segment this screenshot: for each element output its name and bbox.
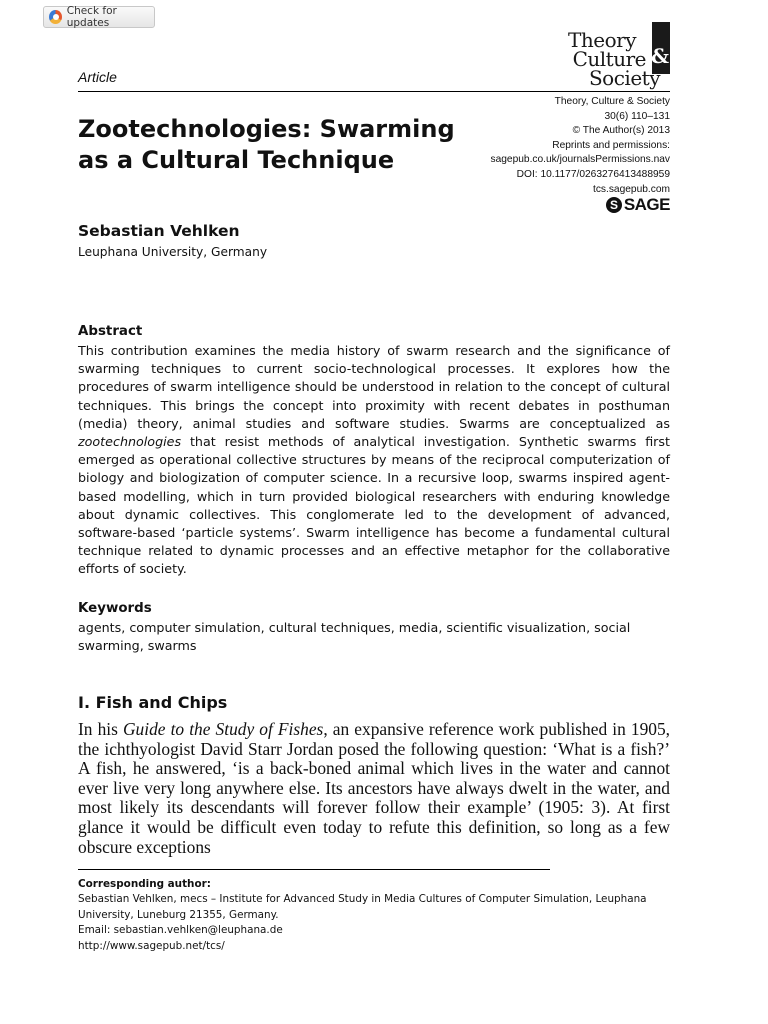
meta-website[interactable]: tcs.sagepub.com bbox=[592, 183, 670, 195]
abstract-heading: Abstract bbox=[78, 324, 143, 339]
meta-reprints: Reprints and permissions: bbox=[552, 139, 670, 151]
body-paragraph bbox=[78, 720, 670, 857]
journal-logo bbox=[560, 22, 670, 90]
header-rule bbox=[78, 91, 670, 92]
sage-wordmark: SAGE bbox=[623, 195, 670, 214]
article-title: Zootechnologies: Swarming as a Cultural Technique bbox=[78, 115, 455, 174]
body-part-2: , an expansive reference work published in 1905, the ichthyologist David Starr Jordan posed the following question: ‘What is a fish?’ A fish, he answered, ‘is a back-boned animal which lives in the water and cannot ever live very long anywhere else. Its ancestors have always dwelt in the water, and most likely its descendants will forever follow their example’ (1905: 3). At first glance it would be difficult even today to refute this definition, so long as a few obscure exceptions bbox=[78, 719, 670, 857]
footnote-url[interactable]: http://www.sagepub.net/tcs/ bbox=[78, 939, 225, 952]
meta-doi[interactable]: DOI: 10.1177/0263276413488959 bbox=[516, 168, 670, 180]
check-for-updates-label: Check for updates bbox=[66, 5, 117, 29]
meta-volume: 30(6) 110–131 bbox=[604, 110, 670, 122]
body-part-1: In his bbox=[78, 719, 123, 739]
check-for-updates-button[interactable] bbox=[43, 6, 155, 28]
journal-metadata bbox=[490, 95, 670, 197]
abstract-text bbox=[78, 342, 670, 579]
footnote-block bbox=[78, 877, 670, 954]
abstract-part-2: that resist methods of analytical investigation. Synthetic swarms first emerged as operational collective structures by means of the reciprocal computerization of biology and biologization of computer science. In a recursive loop, swarms inspired agent-based modelling, which in turn provided biological researchers with enduring knowledge about dynamic collectives. This conglomerate led to the development of advanced, software-based ‘particle systems’. Swarm intelligence has become a fundamental cultural technique related to dynamic processes and an effective metaphor for the collaborative efforts of society. bbox=[78, 434, 670, 577]
footnote-address: Sebastian Vehlken, mecs – Institute for Advanced Study in Media Cultures of Computer Simulation, Leuphana University, Luneburg 21355, Germany. bbox=[78, 893, 647, 921]
abstract-part-1: This contribution examines the media history of swarm research and the significance of swarming techniques to current socio-technological processes. It explores how the procedures of swarm intelligence should be understood in relation to the concept of cultural techniques. This brings the concept into proximity with recent debates in posthuman (media) theory, animal studies and software studies. Swarms are conceptualized as bbox=[78, 343, 670, 431]
section-heading: I. Fish and Chips bbox=[78, 693, 228, 712]
keywords-text: agents, computer simulation, cultural techniques, media, scientific visualization, social swarming, swarms bbox=[78, 620, 631, 654]
meta-journal: Theory, Culture & Society bbox=[554, 96, 670, 107]
sage-icon: S bbox=[606, 197, 622, 213]
abstract-italic-term: zootechnologies bbox=[78, 434, 182, 450]
meta-permissions-link[interactable]: sagepub.co.uk/journalsPermissions.nav bbox=[490, 154, 670, 166]
footnote-rule bbox=[78, 869, 550, 870]
sage-logo bbox=[606, 195, 670, 215]
logo-word-theory: Theory bbox=[568, 28, 636, 52]
footnote-heading: Corresponding author: bbox=[78, 878, 211, 890]
logo-word-society: Society bbox=[588, 66, 660, 90]
author-affiliation: Leuphana University, Germany bbox=[78, 245, 268, 259]
logo-word-culture: Culture bbox=[572, 47, 646, 71]
footnote-email[interactable]: Email: sebastian.vehlken@leuphana.de bbox=[78, 924, 283, 937]
article-type-label: Article bbox=[78, 69, 117, 85]
body-italic-title: Guide to the Study of Fishes bbox=[122, 719, 324, 739]
keywords-heading: Keywords bbox=[78, 601, 152, 616]
crossmark-icon bbox=[49, 10, 62, 24]
author-name: Sebastian Vehlken bbox=[78, 222, 240, 240]
logo-ampersand: & bbox=[650, 44, 669, 68]
meta-copyright: © The Author(s) 2013 bbox=[572, 125, 670, 137]
